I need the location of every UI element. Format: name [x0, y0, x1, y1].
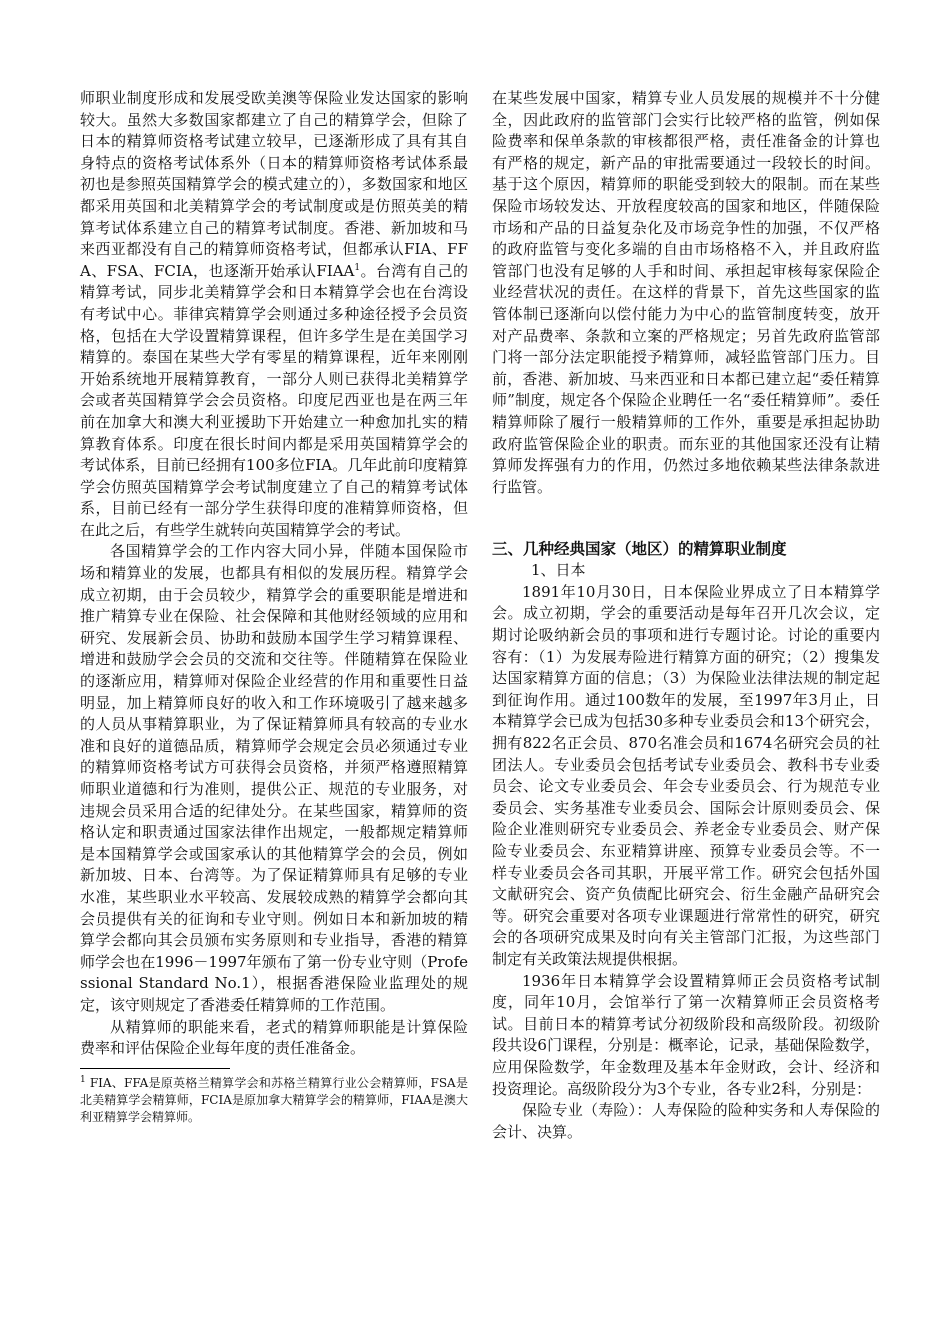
body-paragraph: 在某些发展中国家，精算专业人员发展的规模并不十分健全，因此政府的监管部门会实行比较严格的监管，例如保险费率和保单条款的审核都很严格，责任准备金的计算也有严格的规定，新产品的审批需要通过一段较长的时间。基于这个原因，精算师的职能受到较大的限制。而在某些保险市场较发达、开放程度较高的国家和地区，伴随保险市场和产品的日益复杂化及市场竞争性的加强，不仅严格的政府监管与变化多端的自由市场格格不入，并且政府监管部门也没有足够的人手和时间、承担起审核每家保险企业经营状况的责任。在这样的背景下，首先这些国家的监管体制已逐渐向以偿付能力为中心的监管制度转变，放开对产品费率、条款和立案的严格规定；另首先政府监管部门将一部分法定职能授予精算师，减轻监管部门压力。目前，香港、新加坡、马来西亚和日本都已建立起“委任精算师”制度，规定各个保险企业聘任一名“委任精算师”。委任精算师除了履行一般精算师的工作外，重要是承担起协助政府监管保险企业的职责。而东亚的其他国家还没有让精算师发挥强有力的作用，仍然过多地依赖某些法律条款进行监管。 [492, 89, 880, 496]
footnote-divider [80, 1068, 230, 1069]
footnote-reference: 1 [354, 262, 361, 273]
paragraph-text: 师职业制度形成和发展受欧美澳等保险业发达国家的影响较大。虽然大多数国家都建立了自己的精算学会，但除了日本的精算师资格考试建立较早，已逐渐形成了具有其自身特点的资格考试体系外（日本的精算师资格考试体系最初也是参照英国精算学会的模式建立的），多数国家和地区都采用英国和北美精算学会的考试制度或是仿照英美的精算考试体系建立自己的精算考试制度。香港、新加坡和马来西亚都没有自己的精算师资格考试，但都承认FIA、FFA、FSA、FCIA，也逐渐开始承认FIAA [80, 89, 468, 280]
paragraph-text: 。台湾有自己的精算考试，同步北美精算学会和日本精算学会也在台湾设有考试中心。菲律宾精算学会则通过多种途径授予会员资格，包括在大学设置精算课程，但许多学生是在美国学习精算的。泰国在某些大学有零星的精算课程，近年来刚刚开始系统地开展精算教育，一部分人则已获得北美精算学会或者英国精算学会会员资格。印度尼西亚也是在两三年前在加拿大和澳大利亚援助下开始建立一种愈加扎实的精算教育体系。印度在很长时间内都是采用英国精算学会的考试体系，目前已经拥有100多位FIA。几年此前印度精算学会仿照英国精算学会考试制度建立了自己的精算考试体系，目前已经有一部分学生获得印度的准精算师资格，但在此之后，有些学生就转向英国精算学会的考试。 [80, 261, 468, 539]
section-heading: 三、几种经典国家（地区）的精算职业制度 [492, 539, 787, 559]
body-paragraph: 1936年日本精算学会设置精算师正会员资格考试制度，同年10月，会馆举行了第一次精算师正会员资格考试。目前日本的精算考试分初级阶段和高级阶段。初级阶段共设6门课程，分别是：概率论，记录，基础保险数学，应用保险数学，年金数理及基本年金财政，会计、经济和投资理论。高级阶段分为3个专业，各专业2科，分别是： [492, 971, 880, 1098]
body-paragraph: 1891年10月30日，日本保险业界成立了日本精算学会。成立初期，学会的重要活动是每年召开几次会议，定期讨论吸纳新会员的事项和进行专题讨论。讨论的重要内容有：（1）为发展寿险进行精算方面的研究；（2）搜集发达国家精算方面的信息；（3）为保险业法律法规的制定起到征询作用。通过100数年的发展，至1997年3月止，日本精算学会已成为包括30多种专业委员会和13个研究会，拥有822名正会员、870名准会员和1674名研究会员的社团法人。专业委员会包括考试专业委员会、教科书专业委员会、论文专业委员会、年会专业委员会、行为规范专业委员会、实务基准专业委员会、国际会计原则委员会、保险企业准则研究专业委员会、养老金专业委员会、财产保险专业委员会、东亚精算讲座、预算专业委员会等。不一样专业委员会各司其职，开展平常工作。研究会包括外国文献研究会、资产负债配比研究会、衍生金融产品研究会等。研究会重要对各项专业课题进行常常性的研究，研究会的各项研究成果及时向有关主管部门汇报，为这些部门制定有关政策法规提供根据。 [492, 582, 880, 968]
footnote-text: FIA、FFA是原英格兰精算学会和苏格兰精算行业公会精算师，FSA是北美精算学会精算师，FCIA是原加拿大精算学会的精算师，FIAA是澳大利亚精算学会精算师。 [80, 1075, 468, 1124]
subsection-heading: 1、日本 [531, 561, 586, 580]
body-paragraph: 保险专业（寿险）：人寿保险的险种实务和人寿保险的会计、决算。 [492, 1101, 880, 1141]
footnote-marker: 1 [80, 1074, 86, 1085]
footnote [80, 1075, 468, 1126]
right-column [492, 88, 880, 1143]
body-paragraph [80, 88, 468, 541]
body-paragraph: 各国精算学会的工作内容大同小异，伴随本国保险市场和精算业的发展，也都具有相似的发展历程。精算学会成立初期，由于会员较少，精算学会的重要职能是增进和推广精算专业在保险、社会保障和其他财经领域的应用和研究、发展新会员、协助和鼓励本国学生学习精算课程、增进和鼓励学会会员的交流和交往等。伴随精算在保险业的逐渐应用，精算师对保险企业经营的作用和重要性日益明显，加上精算师良好的收入和工作环境吸引了越来越多的人员从事精算职业，为了保证精算师具有较高的专业水准和良好的道德品质，精算师学会规定会员必须通过专业的精算师资格考试方可获得会员资格，并须严格遵照精算师职业道德和行为准则，提供公正、规范的专业服务，对违规会员采用合适的纪律处分。在某些国家，精算师的资格认定和职责通过国家法律作出规定，一般都规定精算师是本国精算学会或国家承认的其他精算学会的会员，例如新加坡、日本、台湾等。为了保证精算师具有足够的专业水准，某些职业水平较高、发展较成熟的精算学会都向其会员提供有关的征询和专业守则。例如日本和新加坡的精算学会都向其会员颁布实务原则和专业指导，香港的精算师学会也在1996－1997年颁布了第一份专业守则（Professional Standard No.1），根据香港保险业监理处的规定，该守则规定了香港委任精算师的工作范围。 [80, 542, 468, 1014]
left-column [80, 88, 468, 1126]
body-paragraph: 从精算师的职能来看，老式的精算师职能是计算保险费率和评估保险企业每年度的责任准备金。 [80, 1017, 468, 1058]
